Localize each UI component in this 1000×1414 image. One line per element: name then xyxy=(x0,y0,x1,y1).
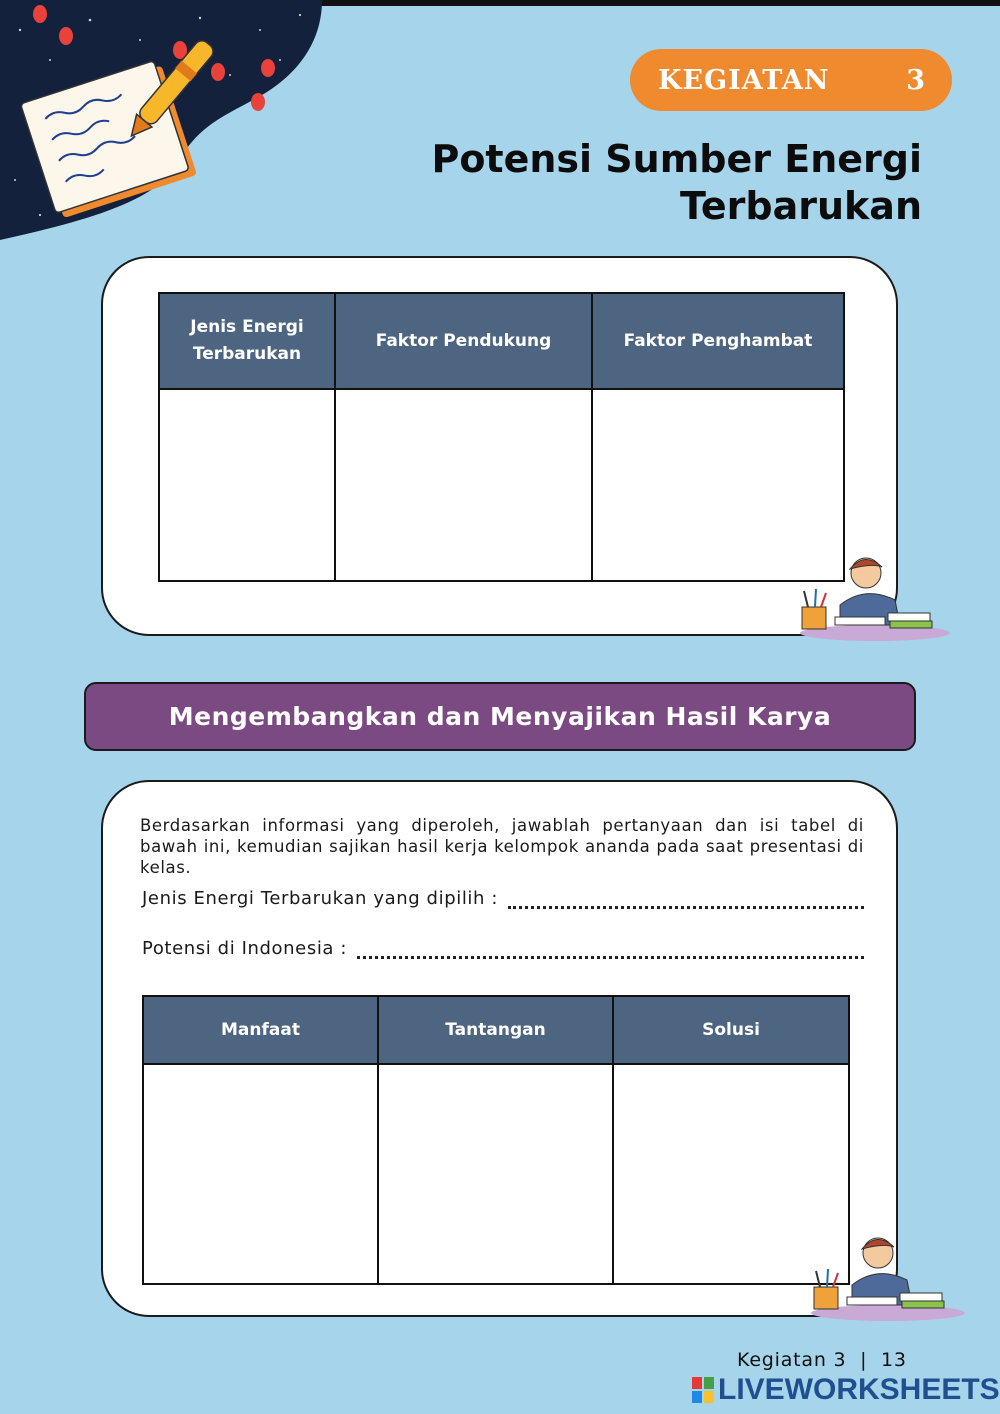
table-header-row xyxy=(143,996,849,1064)
header-inhibiting-factors: Faktor Penghambat xyxy=(592,293,844,389)
page-footer: Kegiatan 3 | 13 xyxy=(737,1349,907,1371)
header-challenges: Tantangan xyxy=(378,996,613,1064)
answer-cell-energy-type[interactable] xyxy=(159,389,335,581)
energy-type-field xyxy=(142,888,864,909)
header-supporting-factors: Faktor Pendukung xyxy=(335,293,592,389)
notebook-pen-illustration xyxy=(0,0,330,245)
liveworksheets-wordmark: LIVEWORKSHEETS xyxy=(718,1373,1000,1406)
instruction-text: Berdasarkan informasi yang diperoleh, jawablah pertanyaan dan isi tabel di bawah ini, kemudian sajikan hasil kerja kelompok ananda pada saat presentasi di kelas. xyxy=(140,816,864,877)
badge-number: 3 xyxy=(906,64,926,96)
energy-type-label: Jenis Energi Terbarukan yang dipilih : xyxy=(142,888,499,909)
table-row xyxy=(143,1064,849,1284)
energy-type-input[interactable] xyxy=(508,891,864,909)
activity-badge xyxy=(630,49,952,111)
section-banner: Mengembangkan dan Menyajikan Hasil Karya xyxy=(84,682,916,751)
header-energy-type: Jenis Energi Terbarukan xyxy=(159,293,335,389)
title-line-1: Potensi Sumber Energi xyxy=(431,137,922,181)
liveworksheets-logo xyxy=(692,1373,1000,1407)
answer-cell-benefits[interactable] xyxy=(143,1064,378,1284)
answer-cell-challenges[interactable] xyxy=(378,1064,613,1284)
energy-factors-table xyxy=(158,292,845,582)
title-line-2: Terbarukan xyxy=(680,184,922,228)
potential-input[interactable] xyxy=(357,941,864,959)
liveworksheets-icon xyxy=(692,1377,714,1403)
table-row xyxy=(159,389,844,581)
table-header-row xyxy=(159,293,844,389)
student-writing-illustration xyxy=(800,1225,965,1325)
potential-label: Potensi di Indonesia : xyxy=(142,938,348,959)
header-solutions: Solusi xyxy=(613,996,849,1064)
badge-label: KEGIATAN xyxy=(658,64,830,96)
answer-cell-supporting[interactable] xyxy=(335,389,592,581)
benefits-table xyxy=(142,995,850,1285)
student-writing-illustration xyxy=(790,545,950,645)
potential-field xyxy=(142,938,864,959)
header-benefits: Manfaat xyxy=(143,996,378,1064)
page-title xyxy=(362,136,922,230)
